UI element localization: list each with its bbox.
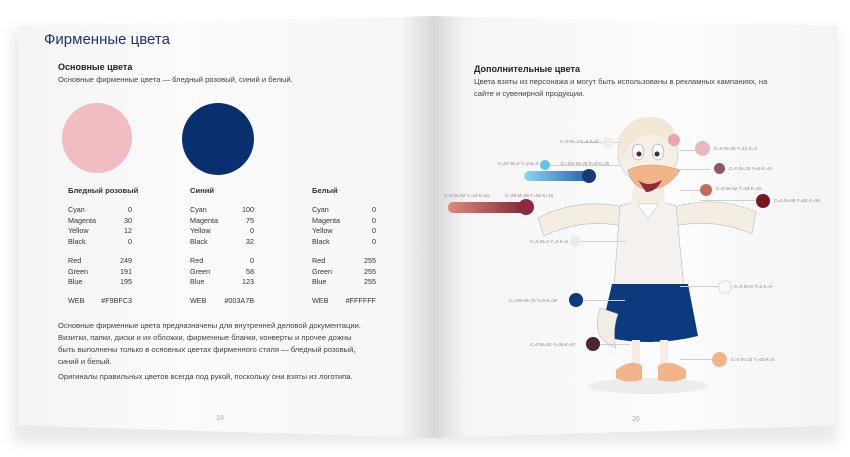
body-line: Оригиналы правильных цветов всегда под рукой, поскольку они взяты из логотипа. — [58, 372, 353, 381]
swatch-label: C=0 M=3 Y=6 K=0 — [560, 139, 598, 144]
color-name: Бледный розовый — [68, 186, 139, 195]
swatch-label: C=0 M=52 Y=43 K=15 — [716, 186, 762, 191]
swatch-label: C=0 M=2 Y=2 K=5 — [530, 239, 568, 244]
swatch-label: C=0 M=62 Y=36 K=67 — [530, 342, 576, 347]
additional-intro-line: сайте и сувенирной продукции. — [474, 89, 585, 98]
leader-line — [680, 169, 710, 170]
leader-line — [680, 359, 714, 360]
swatch-label: C=28 M=86 Y=50 K=16 — [505, 193, 554, 198]
leader-line — [576, 241, 626, 242]
swatch-dot — [695, 141, 710, 156]
leader-line — [580, 300, 625, 301]
additional-intro-line: Цвета взяты из персонажа и могут быть использованы в рекламных кампаниях, на — [474, 77, 768, 86]
body-line: Визитки, папки, диски и их обложки, фирменные бланки, конверты и прочее дожны — [58, 333, 352, 342]
color-name: Синий — [190, 186, 215, 195]
page-title: Фирменные цвета — [44, 31, 170, 48]
swatch-dot — [570, 236, 581, 247]
swatch-label: C=0 M=32 Y=60 K=0 — [731, 357, 775, 362]
color-spec-white: Белый Cyan 0 Magenta 0 Yellow 0 Black 0 Red 255 Green 255 Blue 255 WEB #FFFFFF — [312, 186, 376, 305]
leader-line — [700, 200, 755, 201]
swatch-dot — [700, 184, 712, 196]
leader-line — [680, 286, 720, 287]
swatch-pale-pink — [62, 103, 132, 173]
swatch-label: C=0 M=30 Y=12 K=0 — [714, 146, 758, 151]
body-line: быть выполнены только в основных цветах фирменного стиля — бледный розовый, — [58, 345, 356, 354]
section-heading-additional: Дополнительные цвета — [474, 64, 580, 74]
swatch-label: C=0 M=52 Y=43 K=15 — [444, 193, 490, 198]
swatch-label: C=100 M=78 Y=0 K=35 — [561, 161, 610, 166]
swatch-dot — [582, 169, 596, 183]
swatch-label: C=57 M=0 Y=2 K=0 — [498, 161, 539, 166]
swatch-dot — [540, 160, 550, 170]
duck-character-illustration — [520, 108, 780, 398]
swatch-label: C=0 M=32 Y=6 K=44 — [729, 166, 773, 171]
color-spec-blue: Синий Cyan 100 Magenta 75 Yellow 0 Black 32 Red 0 Green 58 Blue 123 WEB #003A7B — [190, 186, 254, 305]
swatch-dot — [756, 194, 770, 208]
swatch-dot — [586, 337, 600, 351]
body-line: синий и белый. — [58, 357, 112, 366]
color-spec-pink: Бледный розовый Cyan 0 Magenta 30 Yellow 12 Black 0 Red 249 Green 191 Blue 195 WEB #F9BFC3 — [68, 186, 139, 305]
page-number-right: 20 — [632, 416, 640, 423]
swatch-label: C=0 M=88 Y=62 K=48 — [774, 198, 820, 203]
primary-intro: Основные фирменные цвета — бледный розовый, синий и белый. — [58, 75, 293, 84]
swatch-dot — [718, 280, 732, 294]
swatch-label: C=0 M=0 Y=0 K=0 — [734, 284, 772, 289]
leader-line — [600, 344, 630, 345]
swatch-dot — [569, 293, 583, 307]
color-name: Белый — [312, 186, 338, 195]
swatch-label: C=100 M=75 Y=0 K=30 — [509, 298, 558, 303]
swatch-dot — [602, 137, 613, 148]
swatch-dot — [712, 352, 727, 367]
page-number-left: 19 — [216, 415, 224, 422]
swatch-blue — [182, 103, 254, 175]
swatch-dot — [714, 163, 725, 174]
body-line: Основные фирменные цвета предназначены для внутренней деловой документации. — [58, 321, 361, 330]
swatch-dot — [518, 199, 534, 215]
section-heading-primary: Основные цвета — [58, 62, 133, 72]
